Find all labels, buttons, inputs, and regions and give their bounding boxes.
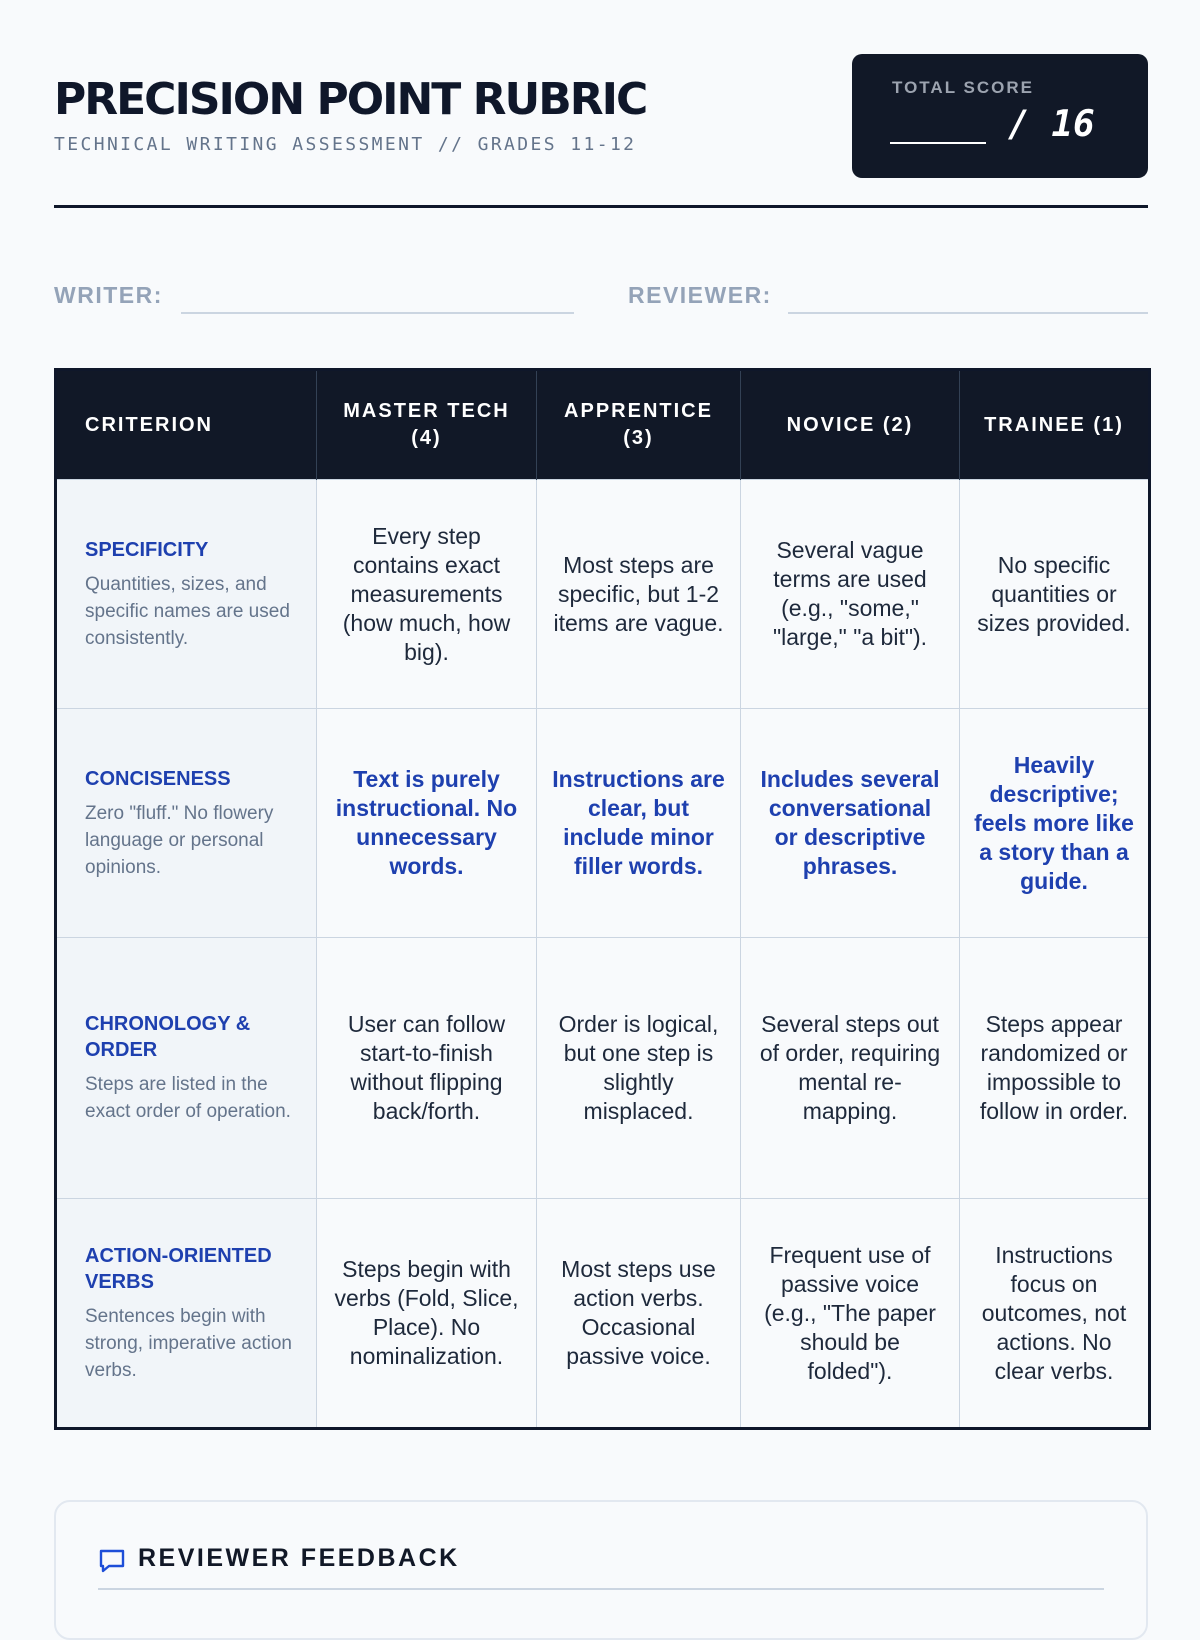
header-divider: [54, 205, 1148, 208]
table-row: [56, 938, 1150, 1199]
total-score-box: [852, 54, 1148, 178]
level-cell[interactable]: Steps appear randomized or impossible to follow in order.: [960, 938, 1150, 1199]
table-row: [56, 480, 1150, 709]
table-header-row: [56, 370, 1150, 480]
criterion-name: CHRONOLOGY & ORDER: [85, 1013, 251, 1061]
criterion-name: ACTION-ORIENTED VERBS: [85, 1244, 272, 1293]
score-max: / 16: [1008, 104, 1095, 145]
column-header-master-tech: MASTER TECH (4): [317, 370, 537, 480]
level-cell[interactable]: Instructions are clear, but include minor filler words.: [537, 709, 741, 938]
reviewer-label: REVIEWER:: [628, 282, 772, 308]
level-cell[interactable]: Every step contains exact measurements (how much, how big).: [317, 480, 537, 709]
criterion-name: SPECIFICITY: [85, 538, 209, 561]
level-cell[interactable]: Order is logical, but one step is slightly misplaced.: [537, 938, 741, 1199]
criterion-name: CONCISENESS: [85, 767, 231, 790]
table-row: [56, 709, 1150, 938]
level-cell[interactable]: Several steps out of order, requiring mental re-mapping.: [741, 938, 960, 1199]
level-cell[interactable]: Most steps use action verbs. Occasional passive voice.: [537, 1199, 741, 1429]
table-row: [56, 1199, 1150, 1429]
level-cell[interactable]: Frequent use of passive voice (e.g., "The paper should be folded").: [741, 1199, 960, 1429]
reviewer-field[interactable]: [788, 312, 1148, 314]
score-blank-line[interactable]: [890, 142, 986, 144]
criterion-cell: [56, 938, 317, 1199]
level-cell[interactable]: User can follow start-to-finish without flipping back/forth.: [317, 938, 537, 1199]
reviewer-feedback-panel: [54, 1500, 1148, 1640]
level-cell[interactable]: Includes several conversational or descriptive phrases.: [741, 709, 960, 938]
criterion-description: Steps are listed in the exact order of operation.: [85, 1074, 291, 1122]
level-cell[interactable]: Several vague terms are used (e.g., "some," "large," "a bit").: [741, 480, 960, 709]
writer-label: WRITER:: [54, 282, 163, 308]
criterion-cell: [56, 1199, 317, 1429]
column-header-novice: NOVICE (2): [741, 370, 960, 480]
chat-bubble-icon: [98, 1548, 126, 1574]
criterion-description: Sentences begin with strong, imperative action verbs.: [85, 1305, 292, 1381]
feedback-writing-line[interactable]: [98, 1588, 1104, 1590]
level-cell[interactable]: Heavily descriptive; feels more like a story than a guide.: [960, 709, 1150, 938]
criterion-cell: [56, 709, 317, 938]
page-title: PRECISION POINT RUBRIC: [54, 74, 647, 125]
page-subtitle: TECHNICAL WRITING ASSESSMENT // GRADES 11-12: [54, 134, 637, 155]
level-cell[interactable]: Steps begin with verbs (Fold, Slice, Place). No nominalization.: [317, 1199, 537, 1429]
column-header-apprentice: APPRENTICE (3): [537, 370, 741, 480]
column-header-criterion: CRITERION: [56, 370, 317, 480]
level-cell[interactable]: Text is purely instructional. No unnecessary words.: [317, 709, 537, 938]
column-header-trainee: TRAINEE (1): [960, 370, 1150, 480]
level-cell[interactable]: Most steps are specific, but 1-2 items are vague.: [537, 480, 741, 709]
reviewer-feedback-title: REVIEWER FEEDBACK: [138, 1544, 460, 1572]
writer-field[interactable]: [181, 312, 574, 314]
rubric-table: [54, 368, 1151, 1430]
criterion-description: Zero "fluff." No flowery language or personal opinions.: [85, 802, 274, 878]
page-header: [54, 54, 1148, 208]
total-score-label: TOTAL SCORE: [892, 78, 1034, 97]
level-cell[interactable]: Instructions focus on outcomes, not actions. No clear verbs.: [960, 1199, 1150, 1429]
criterion-cell: [56, 480, 317, 709]
level-cell[interactable]: No specific quantities or sizes provided.: [960, 480, 1150, 709]
criterion-description: Quantities, sizes, and specific names are used consistently.: [85, 573, 290, 649]
